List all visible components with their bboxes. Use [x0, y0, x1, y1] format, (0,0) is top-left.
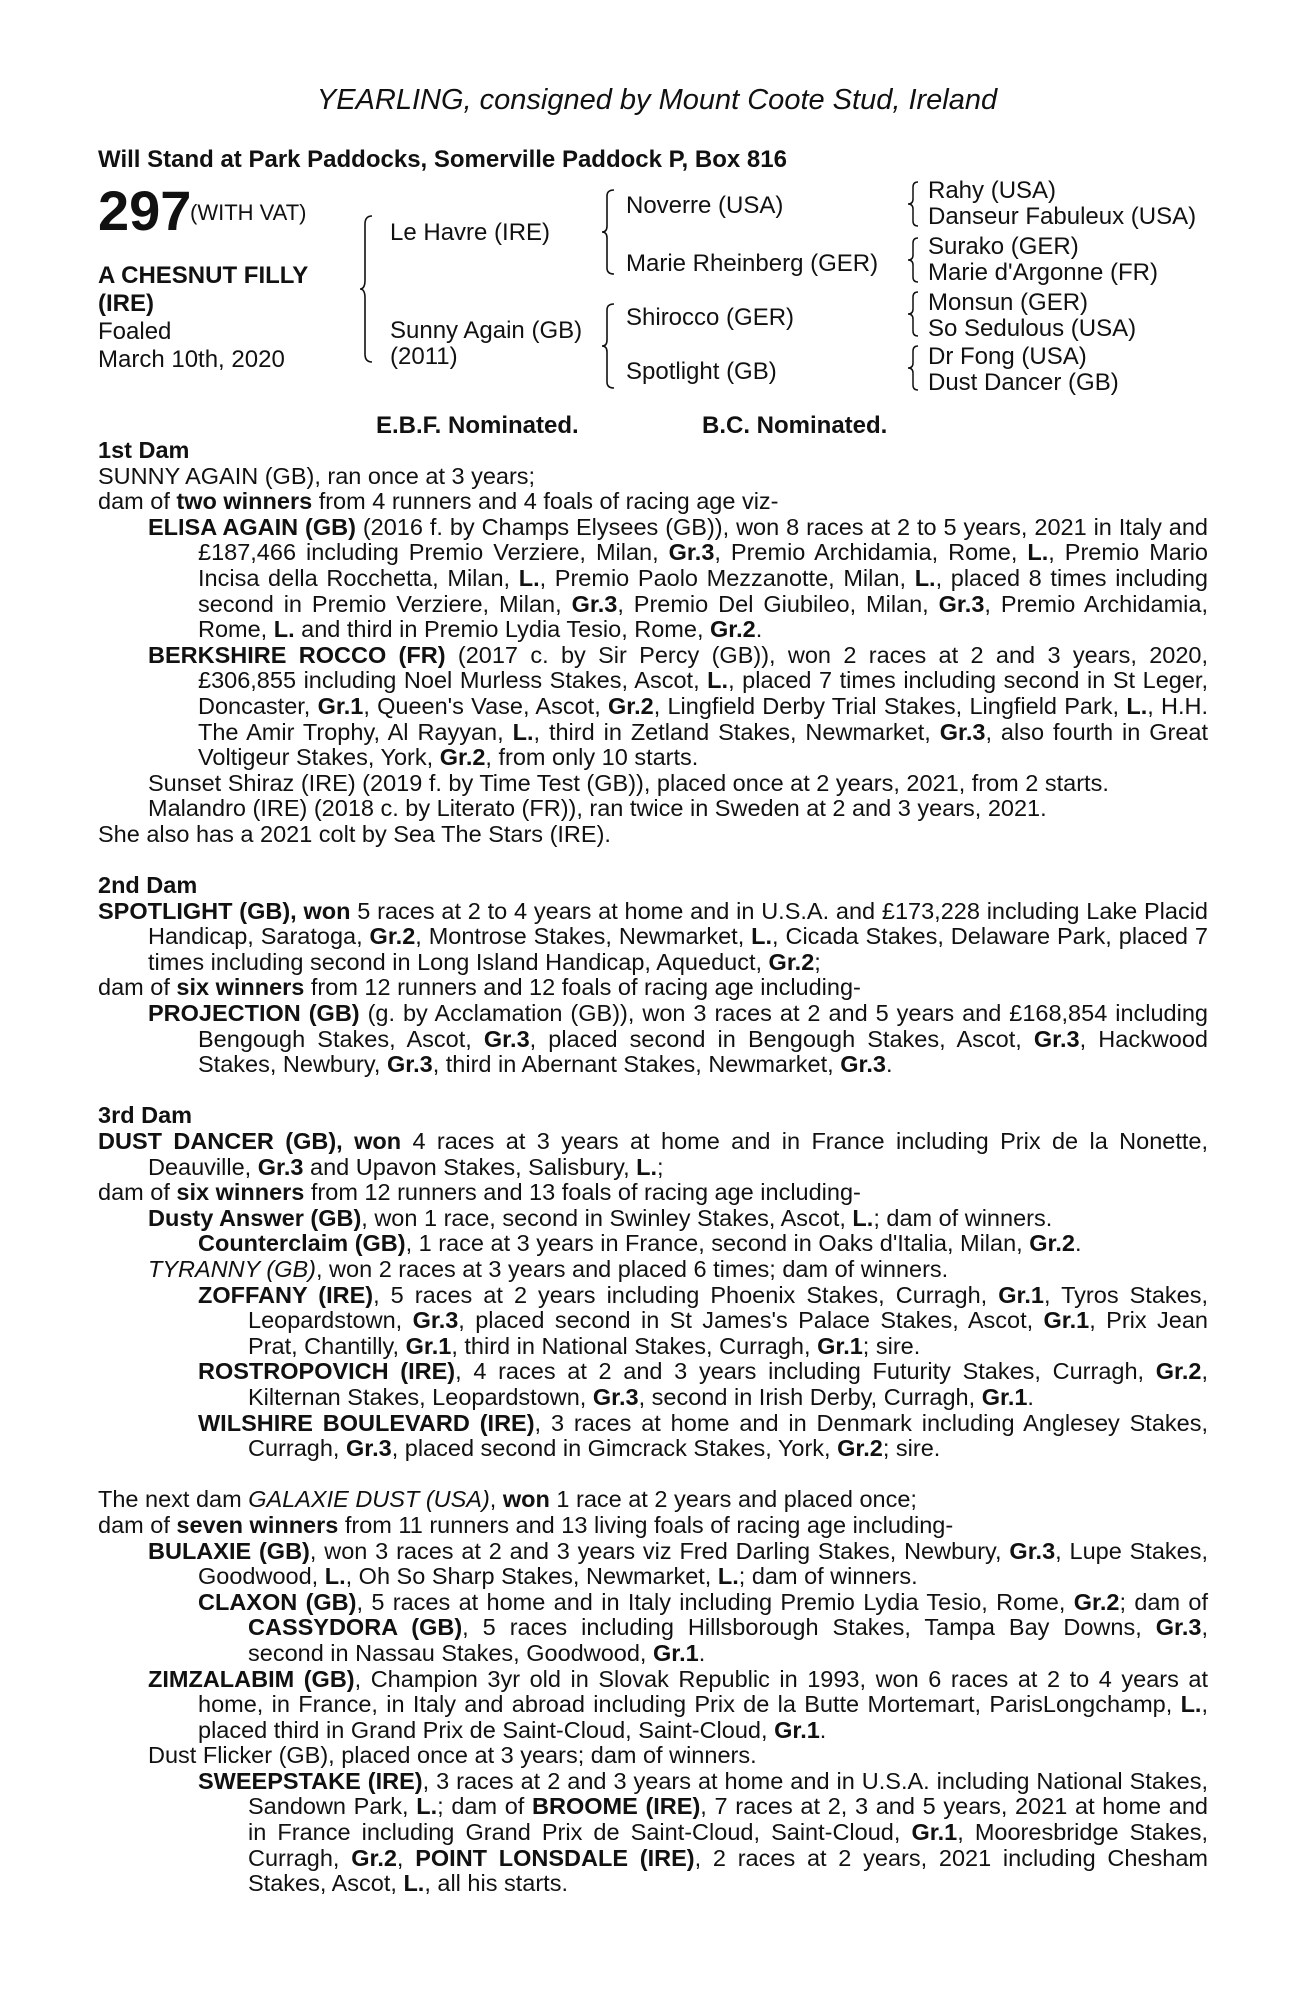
- pedigree-grandsire-3: Shirocco (GER): [626, 304, 795, 331]
- pedigree-ggs-5: Monsun (GER): [928, 289, 1089, 316]
- third-dam-summary: dam of six winners from 12 runners and 13 foals of racing age including-: [98, 1179, 861, 1206]
- pedigree-ggs-3: Surako (GER): [928, 233, 1079, 260]
- pedigree-brace-gs2: [908, 236, 922, 284]
- vat-note: (WITH VAT): [190, 200, 307, 225]
- pedigree-grandsire-4: Spotlight (GB): [626, 358, 777, 385]
- pedigree-ggs-2: Danseur Fabuleux (USA): [928, 203, 1197, 230]
- third-dam-intro: DUST DANCER (GB), won 4 races at 3 years at home and in France including Prix de la Nonette, Deauville, Gr.3 and Upavon Stakes, Salisbury, L.;: [98, 1128, 1209, 1180]
- produce-entry: Dusty Answer (GB), won 1 race, second in Swinley Stakes, Ascot, L.; dam of winners.: [148, 1204, 1053, 1231]
- section-heading-3rd-dam: 3rd Dam: [98, 1102, 193, 1129]
- foaled-date: March 10th, 2020: [98, 346, 285, 373]
- pedigree-brace-gs1: [908, 180, 922, 228]
- pedigree-ggs-7: Dr Fong (USA): [928, 343, 1087, 370]
- second-dam-summary: dam of six winners from 12 runners and 12 foals of racing age including-: [98, 974, 861, 1001]
- pedigree-ggs-8: Dust Dancer (GB): [928, 369, 1119, 396]
- pedigree-ggs-1: Rahy (USA): [928, 177, 1057, 204]
- pedigree-dam-year: (2011): [390, 343, 458, 370]
- produce-entry: ELISA AGAIN (GB) (2016 f. by Champs Elysees (GB)), won 8 races at 2 to 5 years, 2021 in Italy and £187,466 including Premio Verziere, Milan, Gr.3, Premio Archidamia, Rome, L., Premio Mario Incisa della Rocchetta, Milan, L., Premio Paolo Mezzanotte, Milan, L., placed 8 times including second in Premio Verziere, Milan, Gr.3, Premio Del Giubileo, Milan, Gr.3, Premio Archidamia, Rome, L. and third in Premio Lydia Tesio, Rome, Gr.2.: [148, 513, 1209, 643]
- produce-entry: SWEEPSTAKE (IRE), 3 races at 2 and 3 years at home and in U.S.A. including National Stakes, Sandown Park, L.; dam of BROOME (IRE), 7 races at 2, 3 and 5 years, 2021 at home and in France including Grand Prix de Saint-Cloud, Saint-Cloud, Gr.1, Mooresbridge Stakes, Curragh, Gr.2, POINT LONSDALE (IRE), 2 races at 2 years, 2021 including Chesham Stakes, Ascot, L., all his starts.: [198, 1767, 1208, 1897]
- produce-entry: ZOFFANY (IRE), 5 races at 2 years including Phoenix Stakes, Curragh, Gr.1, Tyros Stakes, Leopardstown, Gr.3, placed second in St James's Palace Stakes, Ascot, Gr.1, Prix Jean Prat, Chantilly, Gr.1, third in National Stakes, Curragh, Gr.1; sire.: [198, 1281, 1208, 1359]
- produce-entry: Malandro (IRE) (2018 c. by Literato (FR)), ran twice in Sweden at 2 and 3 years, 2021.: [148, 795, 1047, 822]
- foaled-label: Foaled: [98, 318, 172, 345]
- next-dam-intro: The next dam GALAXIE DUST (USA), won 1 race at 2 years and placed once;: [98, 1486, 917, 1513]
- horse-description: [98, 262, 308, 374]
- produce-entry: TYRANNY (GB), won 2 races at 3 years and placed 6 times; dam of winners.: [148, 1256, 949, 1282]
- produce-entry: ROSTROPOVICH (IRE), 4 races at 2 and 3 years including Futurity Stakes, Curragh, Gr.2, Kilternan Stakes, Leopardstown, Gr.3, second in Irish Derby, Curragh, Gr.1.: [198, 1358, 1209, 1410]
- pedigree-ggs-4: Marie d'Argonne (FR): [928, 259, 1158, 286]
- horse-name-line1: A CHESNUT FILLY: [98, 262, 309, 289]
- next-dam-summary: dam of seven winners from 11 runners and 13 living foals of racing age including-: [98, 1511, 954, 1538]
- first-dam-note: She also has a 2021 colt by Sea The Stars (IRE).: [98, 820, 611, 847]
- produce-entry: BERKSHIRE ROCCO (FR) (2017 c. by Sir Percy (GB)), won 2 races at 2 and 3 years, 2020, £306,855 including Noel Murless Stakes, Ascot, L., placed 7 times including second in St Leger, Doncaster, Gr.1, Queen's Vase, Ascot, Gr.2, Lingfield Derby Trial Stakes, Lingfield Park, L., H.H. The Amir Trophy, Al Rayyan, L., third in Zetland Stakes, Newmarket, Gr.3, also fourth in Great Voltigeur Stakes, York, Gr.2, from only 10 starts.: [148, 641, 1209, 771]
- produce-entry: Dust Flicker (GB), placed once at 3 years; dam of winners.: [148, 1742, 757, 1769]
- pedigree-brace-gs3: [908, 290, 922, 338]
- lot-number: 297: [98, 179, 192, 242]
- first-dam-intro: SUNNY AGAIN (GB), ran once at 3 years;: [98, 462, 536, 489]
- second-dam-intro: SPOTLIGHT (GB), won 5 races at 2 to 4 years at home and in U.S.A. and £173,228 including Lake Placid Handicap, Saratoga, Gr.2, Montrose Stakes, Newmarket, L., Cicada Stakes, Delaware Park, placed 7 times including second in Long Island Handicap, Aqueduct, Gr.2;: [98, 897, 1208, 975]
- section-heading-2nd-dam: 2nd Dam: [98, 872, 198, 899]
- first-dam-summary: dam of two winners from 4 runners and 4 foals of racing age viz-: [98, 488, 779, 515]
- pedigree-ggs-6: So Sedulous (USA): [928, 315, 1137, 342]
- page-title: YEARLING, consigned by Mount Coote Stud, Ireland: [316, 84, 998, 116]
- pedigree-brace-main: [360, 214, 376, 364]
- horse-name-line2: (IRE): [98, 290, 154, 317]
- produce-entry: PROJECTION (GB) (g. by Acclamation (GB)), won 3 races at 2 and 5 years and £168,854 including Bengough Stakes, Ascot, Gr.3, placed second in Bengough Stakes, Ascot, Gr.3, Hackwood Stakes, Newbury, Gr.3, third in Abernant Stakes, Newmarket, Gr.3.: [148, 1000, 1208, 1078]
- section-heading-1st-dam: 1st Dam: [98, 437, 190, 463]
- produce-entry: ZIMZALABIM (GB), Champion 3yr old in Slovak Republic in 1993, won 6 races at 2 to 4 years at home, in France, in Italy and abroad including Prix de la Butte Mortemart, ParisLongchamp, L., placed third in Grand Prix de Saint-Cloud, Saint-Cloud, Gr.1.: [148, 1665, 1208, 1743]
- pedigree-grandsire-1: Noverre (USA): [626, 192, 784, 219]
- pedigree-brace-sire: [602, 188, 618, 276]
- pedigree-sire: Le Havre (IRE): [390, 219, 551, 246]
- dam-lines: [98, 438, 1208, 1897]
- pedigree-brace-dam: [602, 302, 618, 390]
- bc-nomination: B.C. Nominated.: [702, 412, 888, 439]
- produce-entry: Counterclaim (GB), 1 race at 3 years in France, second in Oaks d'Italia, Milan, Gr.2.: [198, 1230, 1082, 1257]
- ebf-nomination: E.B.F. Nominated.: [376, 412, 579, 439]
- produce-entry: CLAXON (GB), 5 races at home and in Italy including Premio Lydia Tesio, Rome, Gr.2; dam of CASSYDORA (GB), 5 races including Hillsborough Stakes, Tampa Bay Downs, Gr.3, second in Nassau Stakes, Goodwood, Gr.1.: [198, 1588, 1209, 1666]
- produce-entry: Sunset Shiraz (IRE) (2019 f. by Time Test (GB)), placed once at 2 years, 2021, from 2 starts.: [148, 769, 1109, 796]
- pedigree-dam: Sunny Again (GB): [390, 317, 583, 344]
- produce-entry: BULAXIE (GB), won 3 races at 2 and 3 years viz Fred Darling Stakes, Newbury, Gr.3, Lupe Stakes, Goodwood, L., Oh So Sharp Stakes, Newmarket, L.; dam of winners.: [148, 1537, 1208, 1590]
- produce-entry: WILSHIRE BOULEVARD (IRE), 3 races at home and in Denmark including Anglesey Stakes, Curragh, Gr.3, placed second in Gimcrack Stakes, York, Gr.2; sire.: [198, 1409, 1208, 1462]
- stand-location: Will Stand at Park Paddocks, Somerville Paddock P, Box 816: [98, 146, 787, 173]
- pedigree-grandsire-2: Marie Rheinberg (GER): [626, 250, 879, 277]
- pedigree-brace-gs4: [908, 344, 922, 392]
